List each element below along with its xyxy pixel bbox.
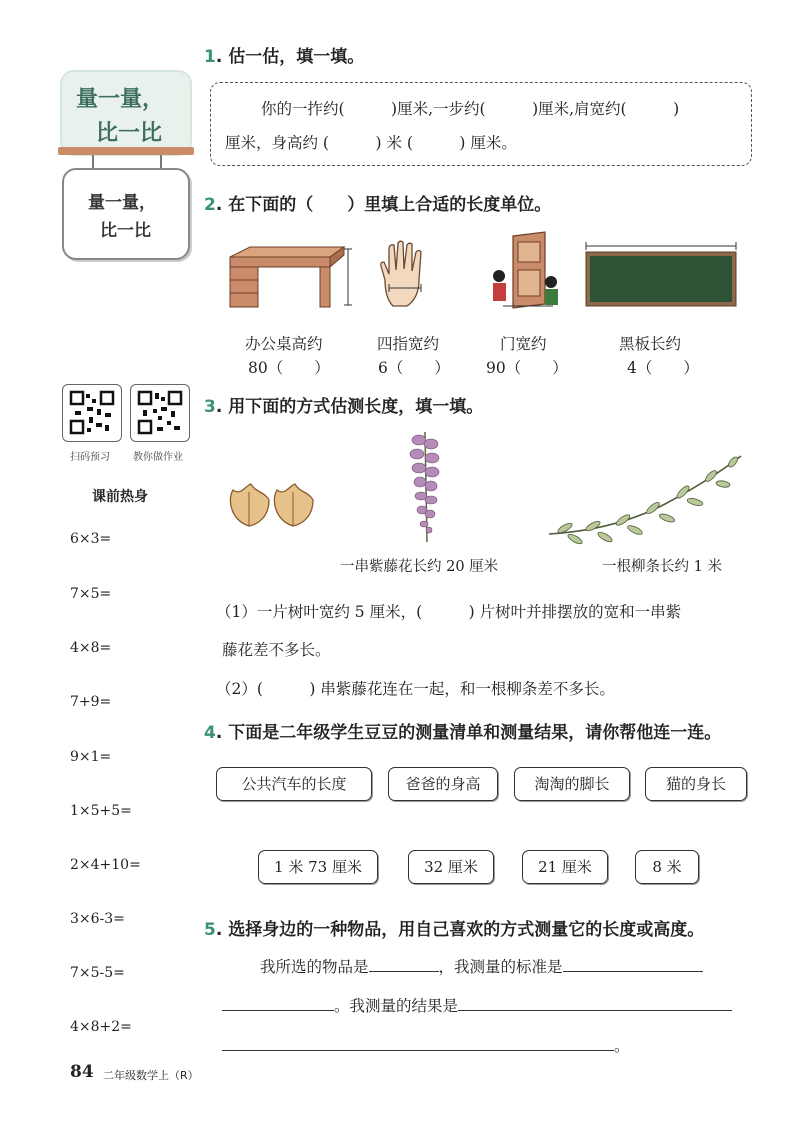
match-item-top[interactable]: 爸爸的身高 — [388, 767, 498, 801]
q2-item-answer[interactable]: 6（ ） — [378, 359, 450, 377]
qr1-label: 扫码预习 — [70, 452, 110, 463]
match-item-top[interactable]: 猫的身长 — [645, 767, 747, 801]
q2-title: 在下面的（ ）里填上合适的长度单位。 — [228, 195, 552, 215]
q5-part3: 。我测量的结果是 — [334, 997, 459, 1015]
match-item-bottom[interactable]: 1 米 73 厘米 — [258, 850, 378, 884]
q4-title: 下面是二年级学生豆豆的测量清单和测量结果，请你帮他连一连。 — [228, 723, 722, 743]
q2-item-label: 四指宽约 — [377, 335, 440, 353]
warmup-title: 课前热身 — [92, 489, 148, 505]
hanger-left — [92, 155, 94, 169]
section-card — [62, 168, 190, 260]
qr-icon — [63, 385, 121, 441]
card-line1: 量一量， — [88, 193, 156, 213]
calc-item: 7×5-5= — [70, 965, 125, 981]
q3-title: 用下面的方式估测长度，填一填。 — [228, 397, 484, 417]
blackboard-image — [582, 240, 742, 310]
match-item-top[interactable]: 公共汽车的长度 — [216, 767, 372, 801]
banner-plank — [58, 147, 194, 155]
willow-image — [545, 452, 745, 547]
q5-part1: 我所选的物品是 — [260, 958, 369, 976]
q3-heading: 3. 用下面的方式估测长度，填一填。 — [204, 397, 484, 417]
door-image — [485, 230, 565, 312]
section-banner — [60, 70, 192, 156]
q5-part2: ，我测量的标准是 — [438, 958, 563, 976]
standard-blank[interactable] — [563, 971, 703, 972]
q2-item-label: 办公桌高约 — [245, 335, 323, 353]
card-line2: 比一比 — [100, 221, 151, 241]
wisteria-caption: 一串紫藤花长约 20 厘米 — [340, 559, 499, 575]
calc-item: 4×8+2= — [70, 1019, 132, 1035]
q5-line1 — [260, 955, 703, 977]
q2-heading: 2. 在下面的（ ）里填上合适的长度单位。 — [204, 195, 552, 215]
match-item-bottom[interactable]: 8 米 — [635, 850, 699, 884]
q1-heading: 1. 估一估，填一填。 — [204, 47, 365, 67]
q4-number: 4 — [204, 723, 216, 743]
q1-line1[interactable]: 你的一拃约( )厘米,一步约( )厘米,肩宽约( ) — [261, 100, 680, 118]
q1-line2[interactable]: 厘米，身高约 ( ) 米 ( ) 厘米。 — [225, 134, 517, 152]
q2-item-answer[interactable]: 90（ ） — [486, 359, 568, 377]
calc-item: 7+9= — [70, 694, 112, 710]
q2-item-answer[interactable]: 4（ ） — [627, 359, 699, 377]
match-item-bottom[interactable]: 32 厘米 — [408, 850, 494, 884]
q3-sub1-line2: 藤花差不多长。 — [222, 641, 331, 659]
qr2-label: 教你做作业 — [133, 452, 183, 463]
q1-number: 1 — [204, 47, 216, 67]
q2-number: 2 — [204, 195, 216, 215]
banner-line1: 量一量， — [76, 87, 165, 112]
q1-answer-box — [210, 82, 752, 166]
hand-image — [375, 240, 439, 312]
page-number: 84 — [70, 1062, 94, 1082]
calc-item: 9×1= — [70, 749, 112, 765]
qr-icon — [131, 385, 189, 441]
q2-item-label: 门宽约 — [500, 335, 547, 353]
banner-line2: 比一比 — [96, 121, 163, 146]
q2-item-answer[interactable]: 80（ ） — [248, 359, 330, 377]
q5-line2 — [222, 994, 732, 1016]
calc-item: 1×5+5= — [70, 803, 132, 819]
q5-end: 。 — [614, 1037, 630, 1055]
calc-item: 4×8= — [70, 640, 112, 656]
q2-item-label: 黑板长约 — [619, 335, 682, 353]
qr-code-preview[interactable] — [62, 384, 122, 442]
calc-item: 2×4+10= — [70, 857, 141, 873]
q5-line3 — [222, 1034, 630, 1056]
willow-caption: 一根柳条长约 1 米 — [602, 559, 722, 575]
q3-number: 3 — [204, 397, 216, 417]
qr-code-homework[interactable] — [130, 384, 190, 442]
standard-blank-cont[interactable] — [222, 1010, 334, 1011]
q3-sub1-line1[interactable]: （1）一片树叶宽约 5 厘米，( ) 片树叶并排摆放的宽和一串紫 — [216, 603, 682, 621]
q4-heading: 4. 下面是二年级学生豆豆的测量清单和测量结果，请你帮他连一连。 — [204, 723, 722, 743]
q5-number: 5 — [204, 920, 216, 940]
calc-item: 7×5= — [70, 586, 112, 602]
book-title: 二年级数学上（R） — [103, 1069, 199, 1082]
q3-sub2[interactable]: （2）( ) 串紫藤花连在一起，和一根柳条差不多长。 — [216, 680, 615, 698]
match-item-bottom[interactable]: 21 厘米 — [522, 850, 608, 884]
result-blank[interactable] — [458, 1010, 732, 1011]
q5-heading: 5. 选择身边的一种物品，用自己喜欢的方式测量它的长度或高度。 — [204, 920, 705, 940]
hanger-right — [160, 155, 162, 169]
q5-title: 选择身边的一种物品，用自己喜欢的方式测量它的长度或高度。 — [228, 920, 705, 940]
q1-title: 估一估，填一填。 — [228, 47, 365, 67]
item-blank[interactable] — [369, 971, 439, 972]
wisteria-image — [405, 430, 445, 545]
desk-image — [222, 245, 352, 310]
result-blank-cont[interactable] — [222, 1050, 614, 1051]
calc-item: 6×3= — [70, 531, 112, 547]
calc-item: 3×6-3= — [70, 911, 125, 927]
leaves-image — [225, 482, 325, 532]
match-item-top[interactable]: 淘淘的脚长 — [514, 767, 630, 801]
